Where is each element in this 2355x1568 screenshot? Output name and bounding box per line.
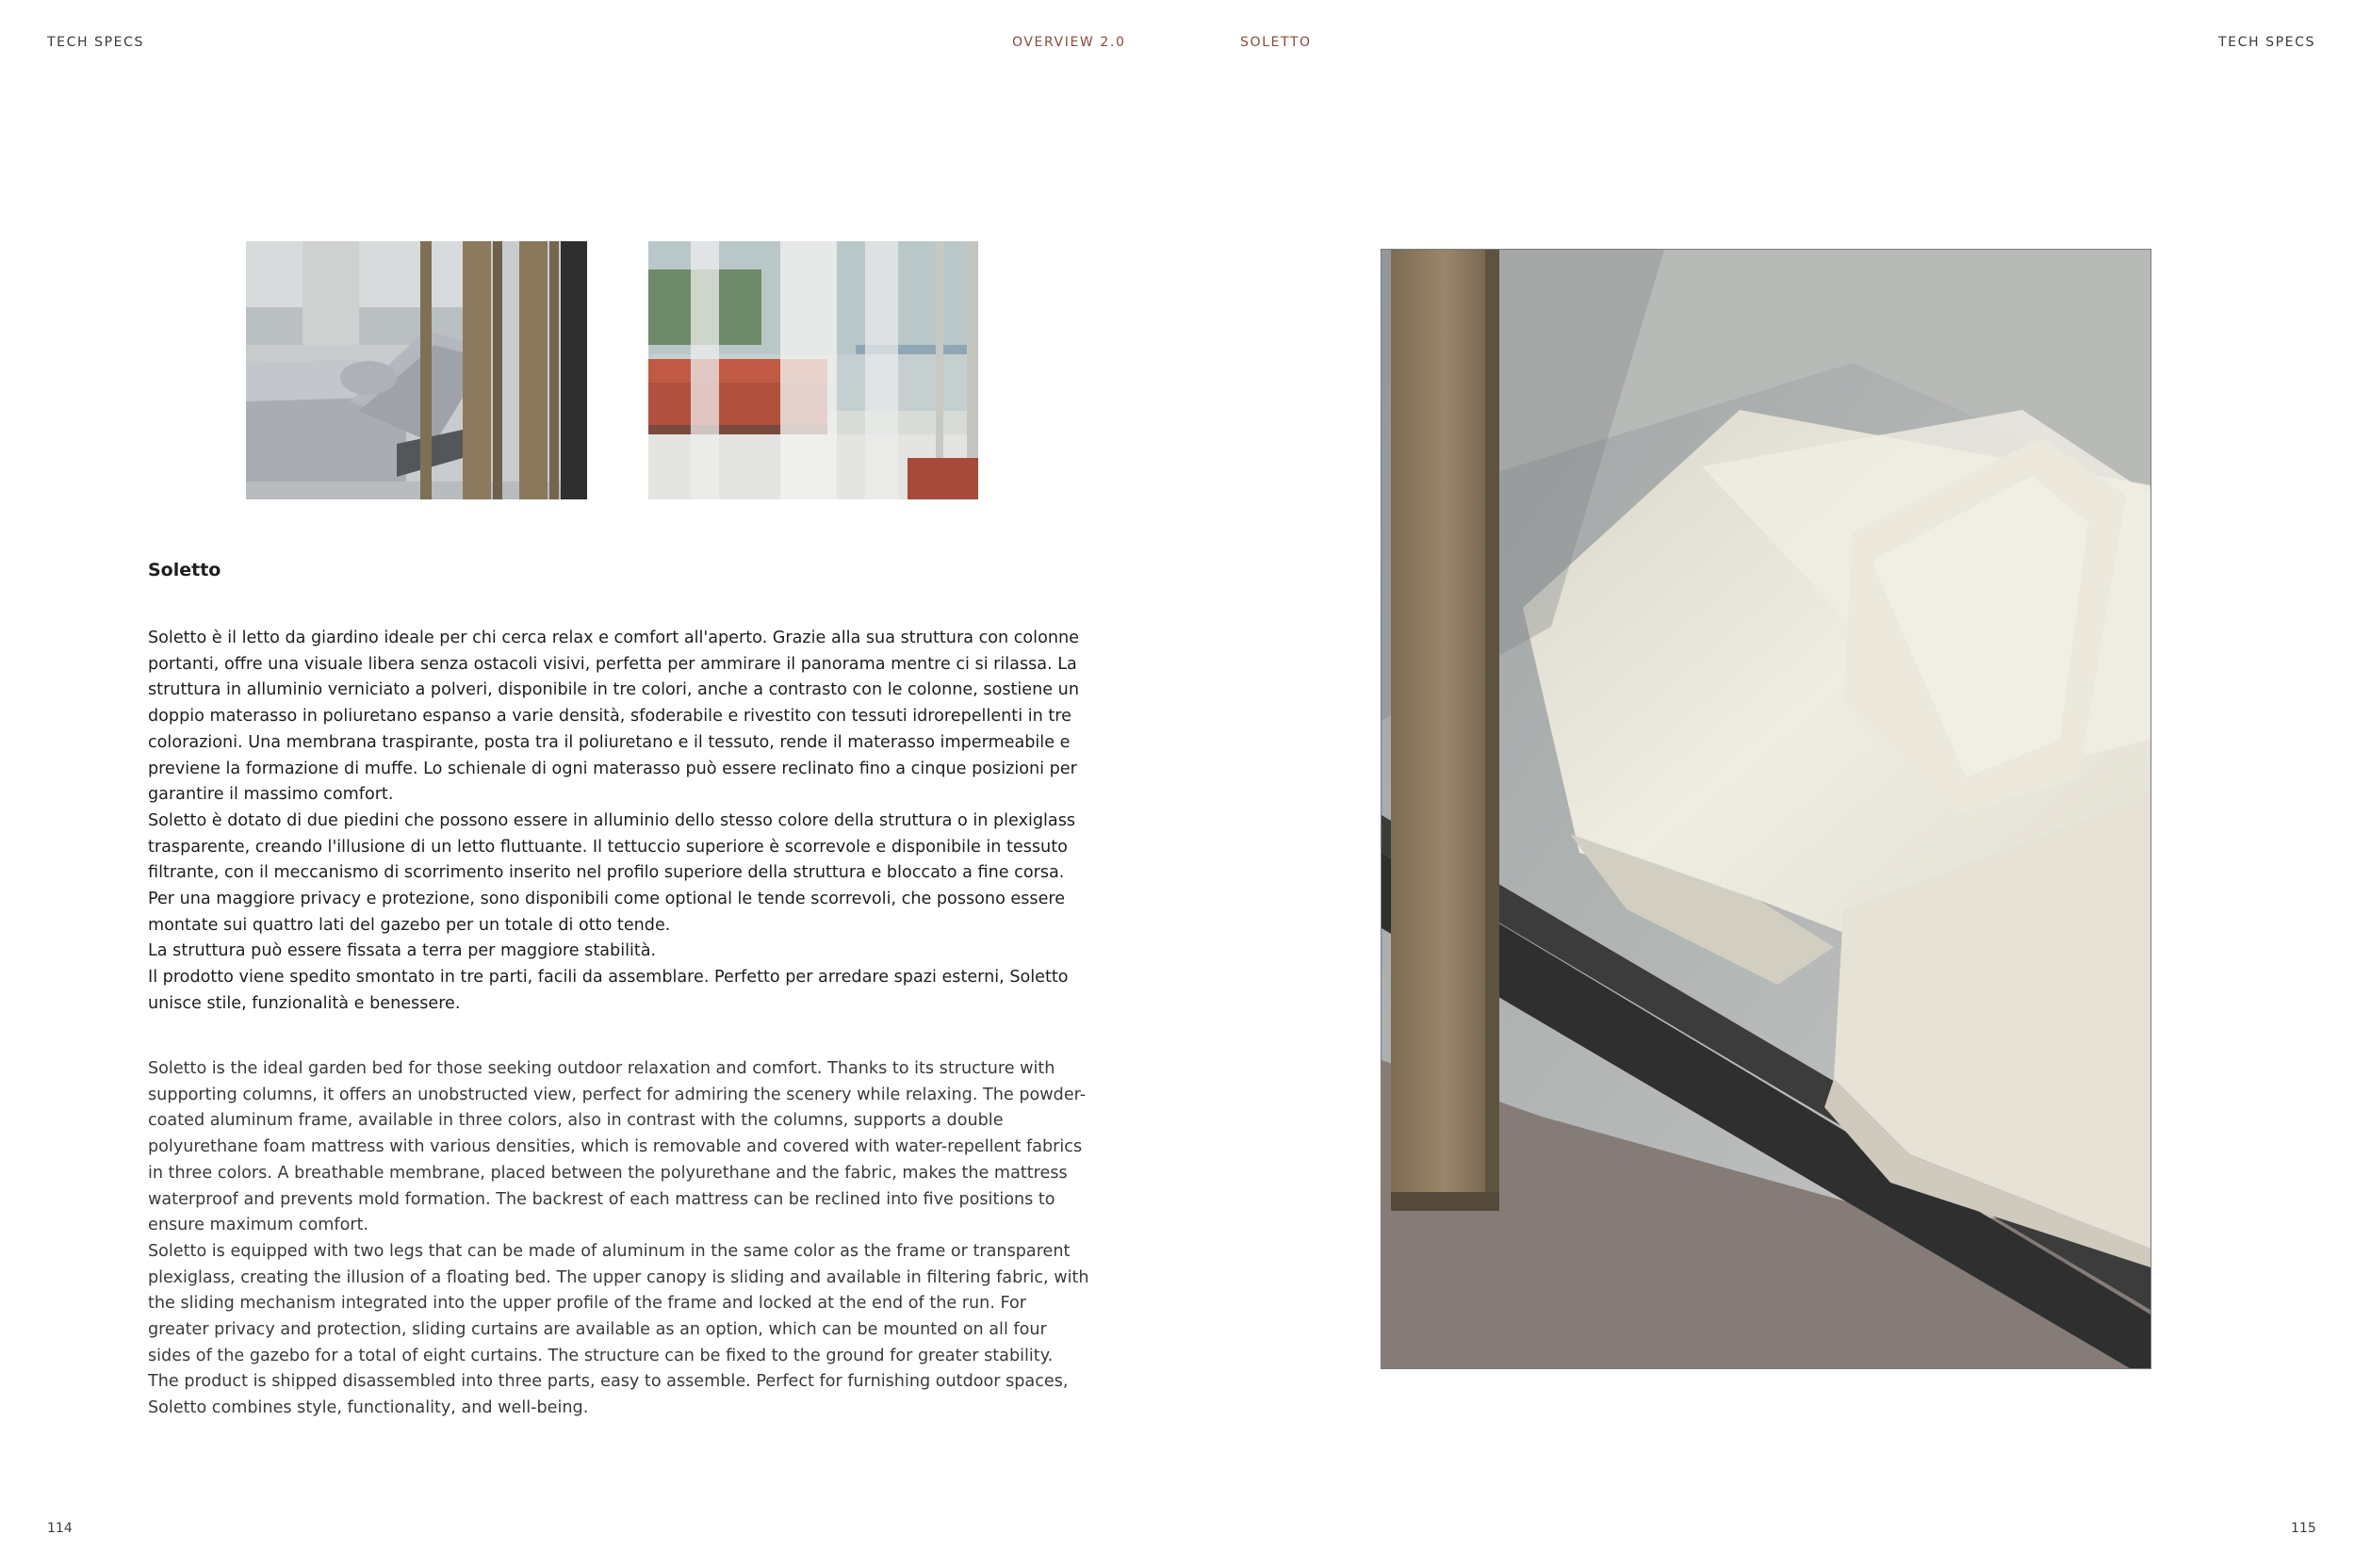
header-product-label[interactable]: SOLETTO (1240, 35, 1312, 50)
english-paragraph: Soletto is the ideal garden bed for those seeking outdoor relaxation and comfort. Thanks to its structure with supporting columns, it offers an unobstructed view, perfect for admiring the scenery while relaxing. The powder-coated aluminum frame, available in three colors, also in contrast with the columns, supports a double polyurethane foam mattress with various densities, which is removable and covered with water-repellent fabrics in three colors. A breathable membrane, placed between the polyurethane and the fabric, makes the mattress waterproof and prevents mold formation. The backrest of each mattress can be reclined into five positions to ensure maximum comfort. (148, 1059, 1087, 1235)
italian-paragraph: Il prodotto viene spedito smontato in tre parti, facili da assemblare. Perfetto per arredare spazi esterni, Soletto unisce stile, funzionalità e benessere. (148, 968, 1069, 1013)
photo-red-daybed (648, 241, 978, 499)
italian-paragraph: La struttura può essere fissata a terra per maggiore stabilità. (148, 941, 657, 961)
page-number-right: 115 (2291, 1521, 2316, 1536)
photo-cushion-closeup-art (1382, 250, 2151, 1368)
italian-paragraph: Soletto è il letto da giardino ideale per chi cerca relax e comfort all'aperto. Grazie alla sua struttura con colonne portanti, offre una visuale libera senza ostacoli visivi, perfetta per ammirare il panorama mentre ci si rilassa. La struttura in alluminio verniciato a polveri, disponibile in tre colori, anche a contrasto con le colonne, sostiene un doppio materasso in poliuretano espanso a varie densità, sfoderabile e rivestito con tessuti idrorepellenti in tre colorazioni. Una membrana traspirante, posta tra il poliuretano e il tessuto, rende il materasso impermeabile e previene la formazione di muffe. Lo schienale di ogni materasso può essere reclinato fino a cinque posizioni per garantire il massimo comfort. (148, 629, 1079, 805)
photo-grey-daybed (246, 241, 587, 499)
english-paragraph: Soletto is equipped with two legs that can be made of aluminum in the same color as the frame or transparent plexiglass, creating the illusion of a floating bed. The upper canopy is sliding and available in filtering fabric, with the sliding mechanism integrated into the upper profile of the frame and locked at the end of the run. For greater privacy and protection, sliding curtains are available as an option, which can be mounted on all four sides of the gazebo for a total of eight curtains. The structure can be fixed to the ground for greater stability. (148, 1241, 1089, 1365)
photo-cushion-closeup (1381, 249, 2151, 1369)
english-paragraph: The product is shipped disassembled into three parts, easy to assemble. Perfect for furnishing outdoor spaces, Soletto combines style, functionality, and well-being. (148, 1372, 1069, 1418)
photo-red-daybed-art (648, 241, 978, 499)
article-title: Soletto (148, 560, 221, 580)
italian-paragraph: Soletto è dotato di due piedini che possono essere in alluminio dello stesso colore della struttura o in plexiglass trasparente, creando l'illusione di un letto fluttuante. Il tettuccio superiore è scorrevole e disponibile in tessuto filtrante, con il meccanismo di scorrimento inserito nel profilo superiore della struttura e bloccato a fine corsa. Per una maggiore privacy e protezione, sono disponibili come optional le tende scorrevoli, che possono essere montate sui quattro lati del gazebo per un totale di otto tende. (148, 810, 1076, 935)
article-body-english (148, 1056, 1090, 1422)
header-right-label: TECH SPECS (2218, 35, 2315, 50)
page-number-left: 114 (47, 1521, 73, 1536)
photo-grey-daybed-art (246, 241, 587, 499)
article-body-italian (148, 626, 1090, 1018)
header-left-label: TECH SPECS (47, 35, 144, 50)
header-overview-label[interactable]: OVERVIEW 2.0 (1012, 35, 1126, 50)
